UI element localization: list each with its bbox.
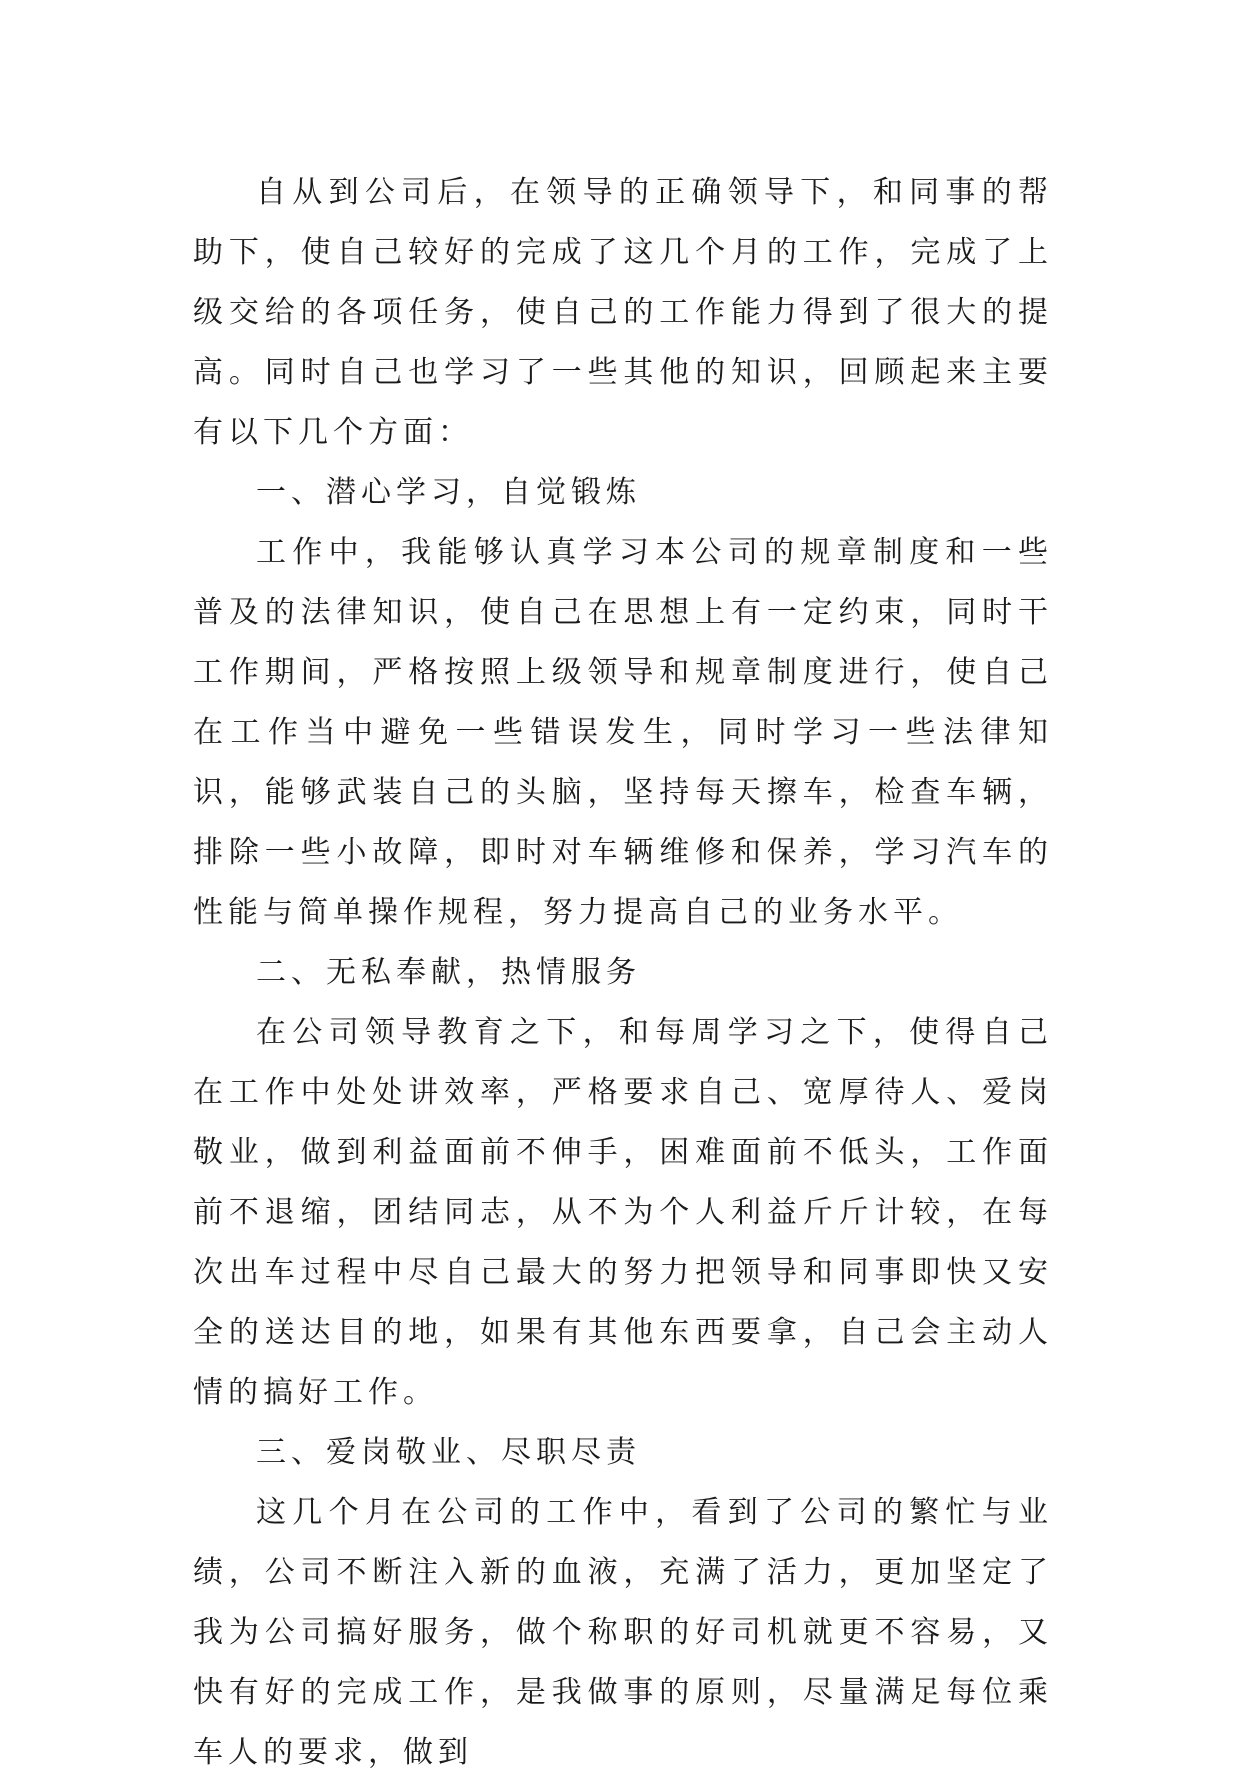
document-body: [193, 163, 1053, 1783]
section-heading-1: 一、潜心学习，自觉锻炼: [256, 475, 641, 510]
paragraph-section-2: 在公司领导教育之下，和每周学习之下，使得自己在工作中处处讲效率，严格要求自己、宽厚待人、爱岗敬业，做到利益面前不伸手，困难面前不低头，工作面前不退缩，团结同志，从不为个人利益斤斤计较，在每次出车过程中尽自己最大的努力把领导和同事即快又安全的送达目的地，如果有其他东西要拿，自己会主动人情的搞好工作。: [193, 1015, 1053, 1410]
paragraph-section-3: 这几个月在公司的工作中，看到了公司的繁忙与业绩，公司不断注入新的血液，充满了活力，更加坚定了我为公司搞好服务，做个称职的好司机就更不容易，又快有好的完成工作，是我做事的原则，尽量满足每位乘车人的要求，做到: [193, 1495, 1053, 1770]
paragraph-intro: 自从到公司后，在领导的正确领导下，和同事的帮助下，使自己较好的完成了这几个月的工作，完成了上级交给的各项任务，使自己的工作能力得到了很大的提高。同时自己也学习了一些其他的知识，回顾起来主要有以下几个方面：: [193, 175, 1053, 450]
paragraph-section-1: 工作中，我能够认真学习本公司的规章制度和一些普及的法律知识，使自己在思想上有一定约束，同时干工作期间，严格按照上级领导和规章制度进行，使自己在工作当中避免一些错误发生，同时学习一些法律知识，能够武装自己的头脑，坚持每天擦车，检查车辆，排除一些小故障，即时对车辆维修和保养，学习汽车的性能与简单操作规程，努力提高自己的业务水平。: [193, 535, 1053, 930]
section-heading-3: 三、爱岗敬业、尽职尽责: [256, 1435, 641, 1470]
section-heading-2: 二、无私奉献，热情服务: [256, 955, 641, 990]
